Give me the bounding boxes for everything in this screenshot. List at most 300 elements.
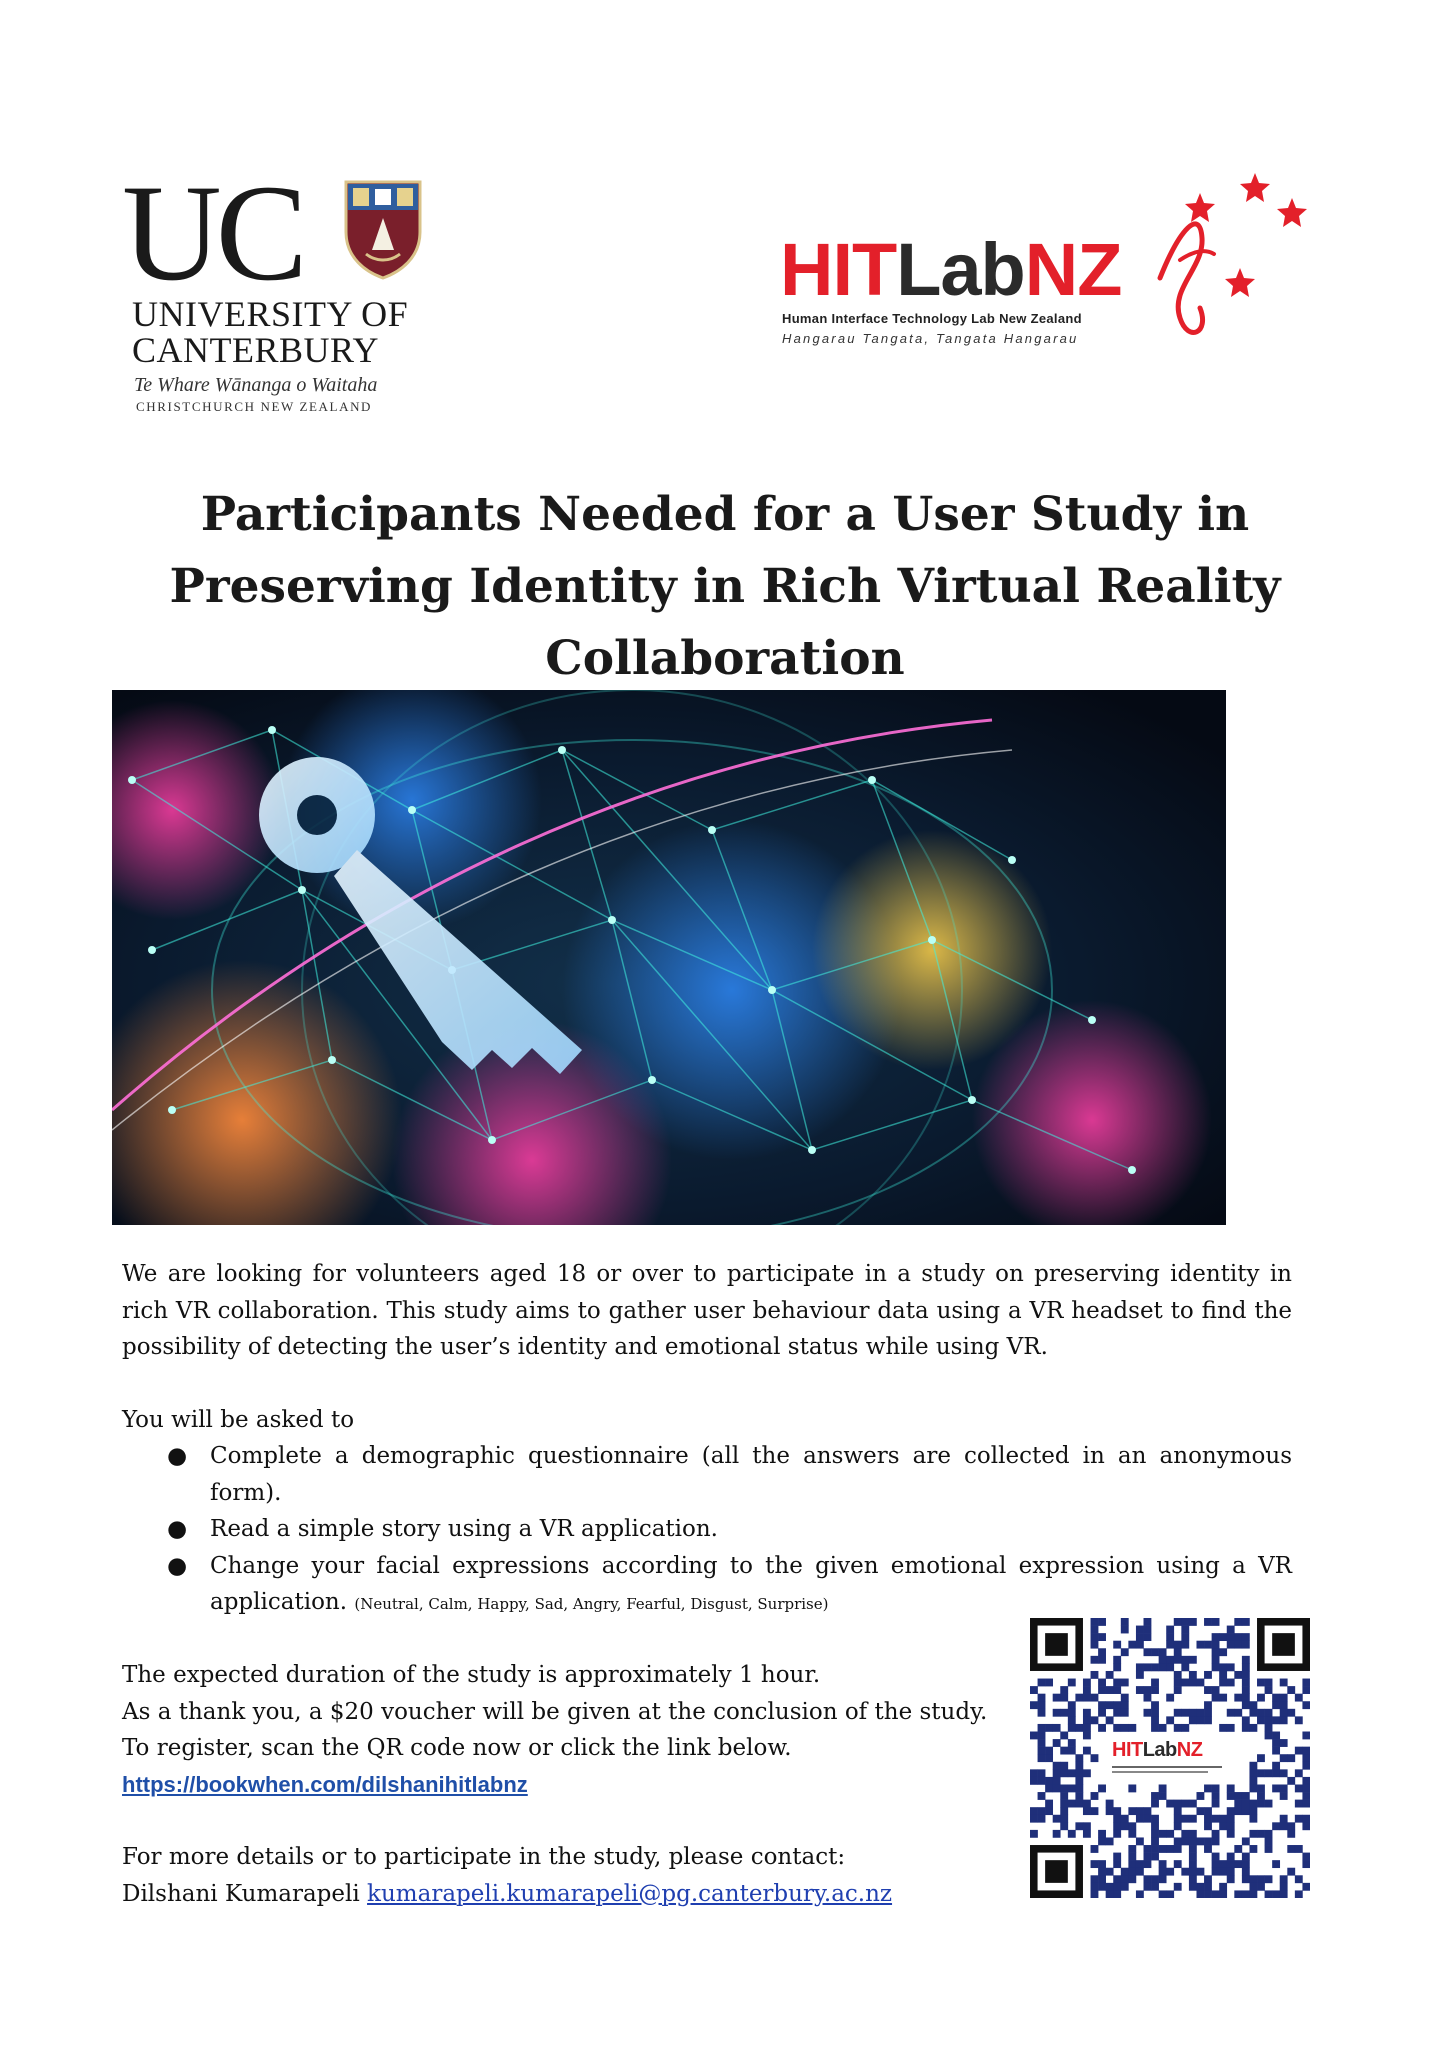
- qr-module: [1060, 1807, 1068, 1815]
- qr-module: [1136, 1837, 1144, 1845]
- qr-module: [1068, 1679, 1076, 1687]
- qr-module: [1242, 1679, 1250, 1687]
- qr-logo-nz: NZ: [1176, 1739, 1203, 1761]
- qr-module: [1265, 1830, 1273, 1838]
- qr-module: [1075, 1777, 1083, 1785]
- qr-module: [1189, 1671, 1197, 1679]
- qr-module: [1075, 1694, 1083, 1702]
- qr-module: [1159, 1845, 1167, 1853]
- qr-module: [1257, 1792, 1265, 1800]
- qr-module: [1113, 1883, 1121, 1891]
- qr-module: [1038, 1724, 1046, 1732]
- qr-module: [1045, 1754, 1053, 1762]
- qr-module: [1242, 1800, 1250, 1808]
- qr-module: [1196, 1709, 1204, 1717]
- qr-module: [1075, 1792, 1083, 1800]
- qr-module: [1038, 1694, 1046, 1702]
- qr-module: [1166, 1830, 1174, 1838]
- qr-module: [1075, 1822, 1083, 1830]
- uc-location: CHRISTCHURCH NEW ZEALAND: [136, 399, 373, 414]
- qr-module: [1113, 1656, 1121, 1664]
- qr-module: [1265, 1845, 1273, 1853]
- qr-module: [1144, 1875, 1152, 1883]
- qr-module: [1174, 1883, 1182, 1891]
- qr-module: [1083, 1807, 1091, 1815]
- qr-module: [1106, 1800, 1114, 1808]
- qr-module: [1265, 1679, 1273, 1687]
- qr-module: [1212, 1686, 1220, 1694]
- qr-module: [1174, 1815, 1182, 1823]
- qr-module: [1121, 1883, 1129, 1891]
- hitlab-logo-mark: [780, 230, 1121, 310]
- qr-module: [1144, 1853, 1152, 1861]
- qr-module: [1196, 1883, 1204, 1891]
- qr-module: [1098, 1724, 1106, 1732]
- register-link[interactable]: https://bookwhen.com/dilshanihitlabnz: [122, 1771, 528, 1797]
- qr-module: [1212, 1663, 1220, 1671]
- qr-module: [1212, 1633, 1220, 1641]
- qr-module: [1106, 1837, 1114, 1845]
- qr-module: [1038, 1815, 1046, 1823]
- qr-module: [1189, 1830, 1197, 1838]
- qr-module: [1287, 1868, 1295, 1876]
- qr-module: [1060, 1815, 1068, 1823]
- qr-module: [1030, 1815, 1038, 1823]
- qr-module: [1159, 1792, 1167, 1800]
- qr-module: [1068, 1784, 1076, 1792]
- qr-module: [1053, 1762, 1061, 1770]
- qr-module: [1159, 1648, 1167, 1656]
- qr-module: [1257, 1694, 1265, 1702]
- qr-module: [1302, 1679, 1310, 1687]
- qr-module: [1068, 1739, 1076, 1747]
- qr-module: [1189, 1875, 1197, 1883]
- qr-module: [1045, 1747, 1053, 1755]
- qr-module: [1204, 1822, 1212, 1830]
- qr-module: [1196, 1716, 1204, 1724]
- qr-module: [1166, 1626, 1174, 1634]
- qr-module: [1159, 1875, 1167, 1883]
- qr-module: [1128, 1868, 1136, 1876]
- qr-module: [1204, 1716, 1212, 1724]
- qr-module: [1038, 1777, 1046, 1785]
- qr-module: [1257, 1769, 1265, 1777]
- qr-module: [1212, 1694, 1220, 1702]
- qr-module: [1280, 1890, 1288, 1898]
- qr-module: [1038, 1732, 1046, 1740]
- qr-module: [1287, 1709, 1295, 1717]
- qr-module: [1045, 1679, 1053, 1687]
- qr-module: [1234, 1671, 1242, 1679]
- qr-module: [1113, 1701, 1121, 1709]
- qr-module: [1242, 1633, 1250, 1641]
- qr-module: [1106, 1701, 1114, 1709]
- qr-module: [1242, 1618, 1250, 1626]
- qr-logo-subtitle-icon: [1112, 1765, 1222, 1775]
- qr-module: [1121, 1822, 1129, 1830]
- qr-module: [1144, 1626, 1152, 1634]
- qr-module: [1257, 1800, 1265, 1808]
- qr-module: [1280, 1792, 1288, 1800]
- qr-module: [1265, 1800, 1273, 1808]
- qr-module: [1106, 1671, 1114, 1679]
- qr-module: [1038, 1709, 1046, 1717]
- bullet-icon: ●: [167, 1516, 188, 1542]
- qr-module: [1227, 1807, 1235, 1815]
- qr-module: [1219, 1822, 1227, 1830]
- qr-module: [1091, 1792, 1099, 1800]
- qr-module: [1144, 1618, 1152, 1626]
- qr-module: [1091, 1860, 1099, 1868]
- qr-module: [1098, 1868, 1106, 1876]
- qr-module: [1136, 1868, 1144, 1876]
- qr-module: [1174, 1648, 1182, 1656]
- qr-module: [1280, 1769, 1288, 1777]
- qr-module: [1242, 1724, 1250, 1732]
- qr-module: [1265, 1709, 1273, 1717]
- qr-module: [1159, 1890, 1167, 1898]
- qr-module: [1295, 1716, 1303, 1724]
- qr-module: [1272, 1701, 1280, 1709]
- qr-module: [1174, 1860, 1182, 1868]
- qr-module: [1144, 1845, 1152, 1853]
- qr-module: [1242, 1868, 1250, 1876]
- qr-module: [1189, 1800, 1197, 1808]
- contact-lead: For more details or to participate in the study, please contact:: [122, 1844, 846, 1870]
- qr-module: [1106, 1890, 1114, 1898]
- qr-module: [1045, 1800, 1053, 1808]
- qr-module: [1060, 1762, 1068, 1770]
- qr-module: [1174, 1671, 1182, 1679]
- qr-module: [1151, 1686, 1159, 1694]
- qr-module: [1159, 1860, 1167, 1868]
- intro-paragraph: We are looking for volunteers aged 18 or over to participate in a study on preserving identity in rich VR collaboration. This study aims to gather user behaviour data using a VR headset to find the possibility of detecting the user’s identity and emotional status while using VR.: [122, 1261, 1292, 1360]
- qr-module: [1287, 1754, 1295, 1762]
- qr-module: [1212, 1868, 1220, 1876]
- qr-finder-pattern: [1030, 1618, 1083, 1671]
- qr-module: [1113, 1822, 1121, 1830]
- qr-module: [1038, 1792, 1046, 1800]
- qr-module: [1113, 1860, 1121, 1868]
- qr-module: [1045, 1777, 1053, 1785]
- qr-module: [1181, 1815, 1189, 1823]
- qr-module: [1144, 1709, 1152, 1717]
- qr-module: [1242, 1656, 1250, 1664]
- qr-module: [1227, 1815, 1235, 1823]
- qr-module: [1295, 1769, 1303, 1777]
- qr-module: [1151, 1853, 1159, 1861]
- qr-module: [1159, 1724, 1167, 1732]
- qr-module: [1204, 1671, 1212, 1679]
- qr-module: [1113, 1853, 1121, 1861]
- qr-module: [1219, 1868, 1227, 1876]
- qr-module: [1128, 1807, 1136, 1815]
- qr-module: [1219, 1883, 1227, 1891]
- voucher-text: As a thank you, a $20 voucher will be given at the conclusion of the study.: [122, 1698, 988, 1725]
- qr-module: [1272, 1890, 1280, 1898]
- hitlab-logo: [780, 168, 1320, 358]
- qr-module: [1166, 1641, 1174, 1649]
- qr-module: [1257, 1754, 1265, 1762]
- qr-module: [1166, 1845, 1174, 1853]
- qr-module: [1098, 1837, 1106, 1845]
- qr-module: [1144, 1807, 1152, 1815]
- qr-module: [1272, 1769, 1280, 1777]
- qr-module: [1151, 1709, 1159, 1717]
- qr-module: [1136, 1633, 1144, 1641]
- qr-module: [1060, 1747, 1068, 1755]
- qr-module: [1106, 1686, 1114, 1694]
- qr-module: [1234, 1694, 1242, 1702]
- qr-module: [1234, 1860, 1242, 1868]
- qr-module: [1121, 1694, 1129, 1702]
- qr-module: [1219, 1663, 1227, 1671]
- qr-module: [1068, 1701, 1076, 1709]
- qr-module: [1234, 1633, 1242, 1641]
- qr-module: [1174, 1845, 1182, 1853]
- qr-module: [1219, 1648, 1227, 1656]
- qr-module: [1287, 1686, 1295, 1694]
- qr-code[interactable]: [1030, 1618, 1310, 1898]
- qr-module: [1196, 1807, 1204, 1815]
- qr-module: [1053, 1694, 1061, 1702]
- qr-logo-mark: [1112, 1739, 1202, 1762]
- uc-crest-icon: [344, 180, 422, 280]
- qr-module: [1249, 1762, 1257, 1770]
- qr-module: [1212, 1837, 1220, 1845]
- qr-module: [1272, 1762, 1280, 1770]
- qr-module: [1030, 1807, 1038, 1815]
- qr-module: [1189, 1618, 1197, 1626]
- qr-module: [1106, 1807, 1114, 1815]
- uc-logo: [122, 156, 422, 418]
- qr-module: [1030, 1769, 1038, 1777]
- uc-name-line2: CANTERBURY: [132, 330, 380, 370]
- qr-module: [1136, 1663, 1144, 1671]
- qr-module: [1136, 1686, 1144, 1694]
- qr-module: [1091, 1845, 1099, 1853]
- qr-module: [1151, 1701, 1159, 1709]
- qr-module: [1242, 1663, 1250, 1671]
- qr-module: [1091, 1716, 1099, 1724]
- qr-module: [1302, 1747, 1310, 1755]
- qr-module: [1227, 1822, 1235, 1830]
- qr-module: [1166, 1868, 1174, 1876]
- qr-module: [1302, 1686, 1310, 1694]
- qr-module: [1151, 1837, 1159, 1845]
- list-item: [122, 1511, 1292, 1548]
- qr-module: [1106, 1883, 1114, 1891]
- qr-module: [1106, 1868, 1114, 1876]
- qr-module: [1234, 1618, 1242, 1626]
- qr-module: [1068, 1800, 1076, 1808]
- qr-module: [1151, 1679, 1159, 1687]
- qr-module: [1113, 1641, 1121, 1649]
- contact-email-link[interactable]: kumarapeli.kumarapeli@pg.canterbury.ac.nz: [367, 1880, 893, 1907]
- qr-module: [1083, 1724, 1091, 1732]
- qr-module: [1280, 1754, 1288, 1762]
- qr-module: [1265, 1769, 1273, 1777]
- qr-module: [1257, 1883, 1265, 1891]
- qr-module: [1091, 1890, 1099, 1898]
- qr-module: [1174, 1822, 1182, 1830]
- qr-module: [1060, 1732, 1068, 1740]
- qr-module: [1060, 1686, 1068, 1694]
- qr-module: [1174, 1724, 1182, 1732]
- qr-module: [1287, 1845, 1295, 1853]
- qr-module: [1219, 1815, 1227, 1823]
- qr-module: [1098, 1883, 1106, 1891]
- qr-module: [1159, 1868, 1167, 1876]
- qr-module: [1038, 1754, 1046, 1762]
- qr-module: [1204, 1701, 1212, 1709]
- qr-module: [1098, 1860, 1106, 1868]
- qr-module: [1272, 1822, 1280, 1830]
- qr-module: [1151, 1815, 1159, 1823]
- qr-module: [1242, 1875, 1250, 1883]
- qr-module: [1295, 1800, 1303, 1808]
- qr-module: [1302, 1883, 1310, 1891]
- qr-module: [1219, 1633, 1227, 1641]
- qr-module: [1098, 1656, 1106, 1664]
- qr-module: [1272, 1694, 1280, 1702]
- qr-module: [1174, 1800, 1182, 1808]
- qr-module: [1136, 1890, 1144, 1898]
- qr-module: [1234, 1792, 1242, 1800]
- qr-module: [1030, 1830, 1038, 1838]
- qr-module: [1212, 1860, 1220, 1868]
- qr-module: [1030, 1777, 1038, 1785]
- qr-module: [1227, 1633, 1235, 1641]
- qr-module: [1265, 1716, 1273, 1724]
- qr-module: [1181, 1837, 1189, 1845]
- qr-module: [1242, 1837, 1250, 1845]
- qr-module: [1151, 1663, 1159, 1671]
- qr-module: [1302, 1701, 1310, 1709]
- qr-module: [1249, 1807, 1257, 1815]
- hero-image: [112, 690, 1226, 1225]
- qr-module: [1204, 1709, 1212, 1717]
- qr-module: [1265, 1890, 1273, 1898]
- qr-module: [1091, 1626, 1099, 1634]
- qr-module: [1098, 1830, 1106, 1838]
- qr-module: [1091, 1656, 1099, 1664]
- qr-module: [1113, 1807, 1121, 1815]
- qr-module: [1302, 1815, 1310, 1823]
- qr-module: [1121, 1618, 1129, 1626]
- qr-module: [1227, 1641, 1235, 1649]
- qr-module: [1280, 1709, 1288, 1717]
- qr-module: [1038, 1747, 1046, 1755]
- qr-module: [1181, 1724, 1189, 1732]
- qr-module: [1144, 1663, 1152, 1671]
- qr-module: [1257, 1784, 1265, 1792]
- qr-module: [1174, 1686, 1182, 1694]
- qr-module: [1242, 1701, 1250, 1709]
- qr-logo-lab: Lab: [1142, 1739, 1177, 1761]
- qr-module: [1121, 1815, 1129, 1823]
- qr-module: [1113, 1663, 1121, 1671]
- qr-module: [1295, 1890, 1303, 1898]
- qr-finder-pattern: [1257, 1618, 1310, 1671]
- qr-module: [1166, 1800, 1174, 1808]
- qr-module: [1242, 1860, 1250, 1868]
- qr-module: [1098, 1686, 1106, 1694]
- qr-module: [1030, 1686, 1038, 1694]
- qr-module: [1227, 1626, 1235, 1634]
- contact-name: Dilshani Kumarapeli: [122, 1880, 360, 1907]
- qr-module: [1166, 1663, 1174, 1671]
- qr-module: [1242, 1890, 1250, 1898]
- qr-module: [1196, 1679, 1204, 1687]
- qr-module: [1181, 1709, 1189, 1717]
- qr-module: [1098, 1679, 1106, 1687]
- qr-module: [1098, 1875, 1106, 1883]
- qr-module: [1083, 1732, 1091, 1740]
- qr-module: [1280, 1716, 1288, 1724]
- qr-module: [1060, 1784, 1068, 1792]
- qr-module: [1249, 1784, 1257, 1792]
- qr-module: [1098, 1709, 1106, 1717]
- qr-module: [1196, 1792, 1204, 1800]
- qr-module: [1212, 1648, 1220, 1656]
- qr-module: [1204, 1837, 1212, 1845]
- qr-module: [1098, 1648, 1106, 1656]
- qr-module: [1181, 1656, 1189, 1664]
- qr-module: [1151, 1792, 1159, 1800]
- qr-module: [1053, 1830, 1061, 1838]
- register-text: To register, scan the QR code now or click the link below.: [122, 1735, 792, 1761]
- qr-module: [1068, 1716, 1076, 1724]
- qr-module: [1091, 1883, 1099, 1891]
- qr-module: [1181, 1663, 1189, 1671]
- qr-module: [1212, 1815, 1220, 1823]
- qr-module: [1068, 1747, 1076, 1755]
- qr-module: [1189, 1853, 1197, 1861]
- qr-module: [1083, 1716, 1091, 1724]
- duration-text: The expected duration of the study is approximately 1 hour.: [122, 1662, 821, 1688]
- qr-module: [1272, 1732, 1280, 1740]
- qr-module: [1045, 1807, 1053, 1815]
- qr-module: [1030, 1732, 1038, 1740]
- qr-module: [1166, 1633, 1174, 1641]
- qr-module: [1038, 1739, 1046, 1747]
- qr-module: [1091, 1694, 1099, 1702]
- qr-module: [1265, 1837, 1273, 1845]
- qr-module: [1249, 1883, 1257, 1891]
- qr-module: [1227, 1663, 1235, 1671]
- qr-module: [1151, 1800, 1159, 1808]
- qr-module: [1212, 1800, 1220, 1808]
- qr-module: [1249, 1724, 1257, 1732]
- qr-module: [1083, 1800, 1091, 1808]
- qr-module: [1113, 1724, 1121, 1732]
- qr-module: [1280, 1815, 1288, 1823]
- qr-module: [1227, 1784, 1235, 1792]
- qr-module: [1234, 1641, 1242, 1649]
- qr-module: [1227, 1868, 1235, 1876]
- qr-module: [1075, 1754, 1083, 1762]
- qr-module: [1189, 1815, 1197, 1823]
- qr-module: [1151, 1883, 1159, 1891]
- qr-module: [1249, 1845, 1257, 1853]
- qr-module: [1068, 1724, 1076, 1732]
- qr-module: [1257, 1830, 1265, 1838]
- qr-module: [1136, 1815, 1144, 1823]
- qr-module: [1053, 1777, 1061, 1785]
- qr-module: [1302, 1754, 1310, 1762]
- qr-module: [1204, 1686, 1212, 1694]
